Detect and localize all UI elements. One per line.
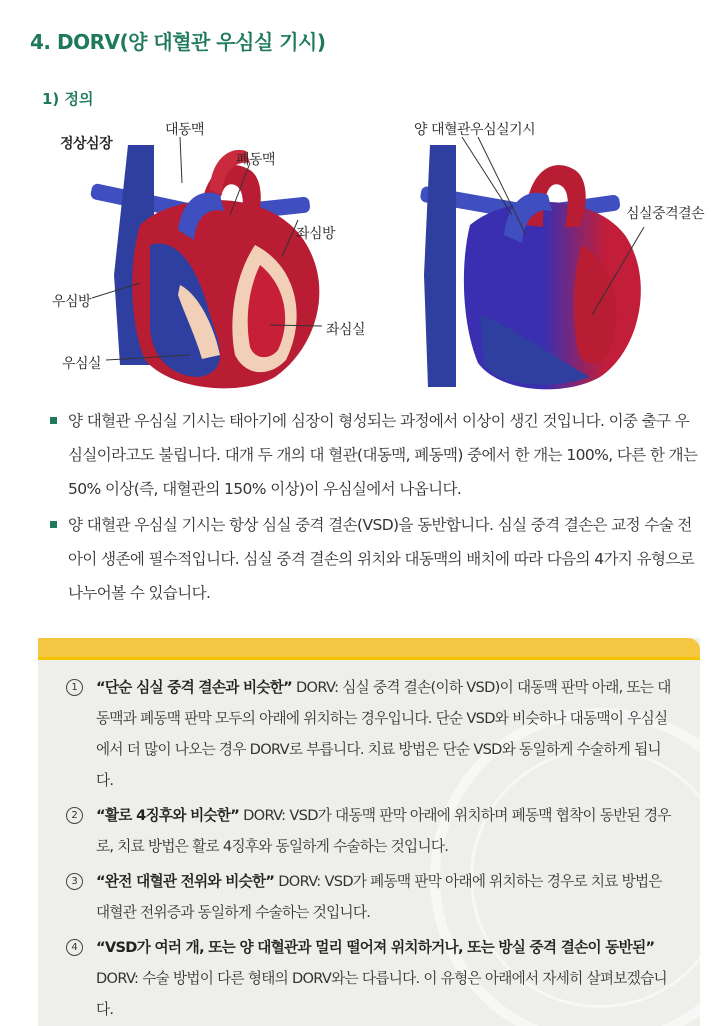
bullet-item: 양 대혈관 우심실 기시는 태아기에 심장이 형성되는 과정에서 이상이 생긴 것입니다. 이중 출구 우심실이라고도 불립니다. 대개 두 개의 대 혈관(대동맥, 폐동맥) 중에서 한 개는 100%, 다른 한 개는 50% 이상(즉, 대혈관의 150% 이상)이 우심실에서 나옵니다. — [50, 404, 700, 506]
box-header-tab — [38, 638, 700, 660]
dorv-types-list — [66, 672, 678, 1026]
type-item — [66, 800, 678, 862]
dorv-heart-illustration — [400, 115, 714, 395]
number-badge: 3 — [66, 873, 83, 890]
normal-heart-figure — [50, 115, 370, 395]
number-badge: 4 — [66, 939, 83, 956]
number-badge: 2 — [66, 807, 83, 824]
type-lead: “단순 심실 중격 결손과 비슷한” — [96, 679, 293, 696]
definition-bullet-list — [50, 404, 700, 610]
type-lead: “활로 4징후와 비슷한” — [96, 807, 240, 824]
type-item — [66, 866, 678, 928]
type-lead: “완전 대혈관 전위와 비슷한” — [96, 873, 275, 890]
type-text: DORV: 수술 방법이 다른 형태의 DORV와는 다릅니다. 이 유형은 아래에서 자세히 살펴보겠습니다. — [96, 970, 667, 1018]
label-aorta: 대동맥 — [165, 122, 205, 138]
section-title: 4. DORV(양 대혈관 우심실 기시) — [30, 30, 326, 54]
sub-title: 1) 정의 — [42, 90, 94, 108]
type-text: DORV: VSD가 폐동맥 판막 아래에 위치하는 경우로 치료 방법은 대혈관 전위증과 동일하게 수술하는 것입니다. — [96, 873, 662, 921]
label-pulmonary-artery: 폐동맥 — [236, 152, 276, 168]
type-text: DORV: VSD가 대동맥 판막 아래에 위치하며 폐동맥 협착이 동반된 경우로, 치료 방법은 활로 4징후와 동일하게 수술하는 것입니다. — [96, 807, 671, 855]
dorv-heart-figure — [400, 115, 714, 395]
label-right-ventricle: 우심실 — [62, 356, 102, 372]
label-left-atrium: 좌심방 — [296, 226, 336, 242]
type-item — [66, 932, 678, 1025]
label-right-atrium: 우심방 — [52, 294, 92, 310]
bullet-item: 양 대혈관 우심실 기시는 항상 심실 중격 결손(VSD)을 동반합니다. 심실 중격 결손은 교정 수술 전 아이 생존에 필수적입니다. 심실 중격 결손의 위치와 대동맥의 배치에 따라 다음의 4가지 유형으로 나누어볼 수 있습니다. — [50, 508, 700, 610]
type-text: DORV: 심실 중격 결손(이하 VSD)이 대동맥 판막 아래, 또는 대동맥과 폐동맥 판막 모두의 아래에 위치하는 경우입니다. 단순 VSD와 비슷하나 대동맥이 우심실에서 더 많이 나오는 경우 DORV로 부릅니다. 치료 방법은 단순 VSD와 동일하게 수술하게 됩니다. — [96, 679, 671, 789]
dorv-heart-title: 양 대혈관우심실기시 — [414, 122, 536, 138]
label-left-ventricle: 좌심실 — [326, 322, 366, 338]
type-lead: “VSD가 여러 개, 또는 양 대혈관과 멀리 떨어져 위치하거나, 또는 방실 중격 결손이 동반된” — [96, 939, 655, 956]
normal-heart-title: 정상심장 — [60, 136, 113, 152]
label-vsd: 심실중격결손 — [626, 206, 705, 222]
dorv-types-box — [38, 638, 700, 1026]
type-item — [66, 672, 678, 796]
number-badge: 1 — [66, 679, 83, 696]
